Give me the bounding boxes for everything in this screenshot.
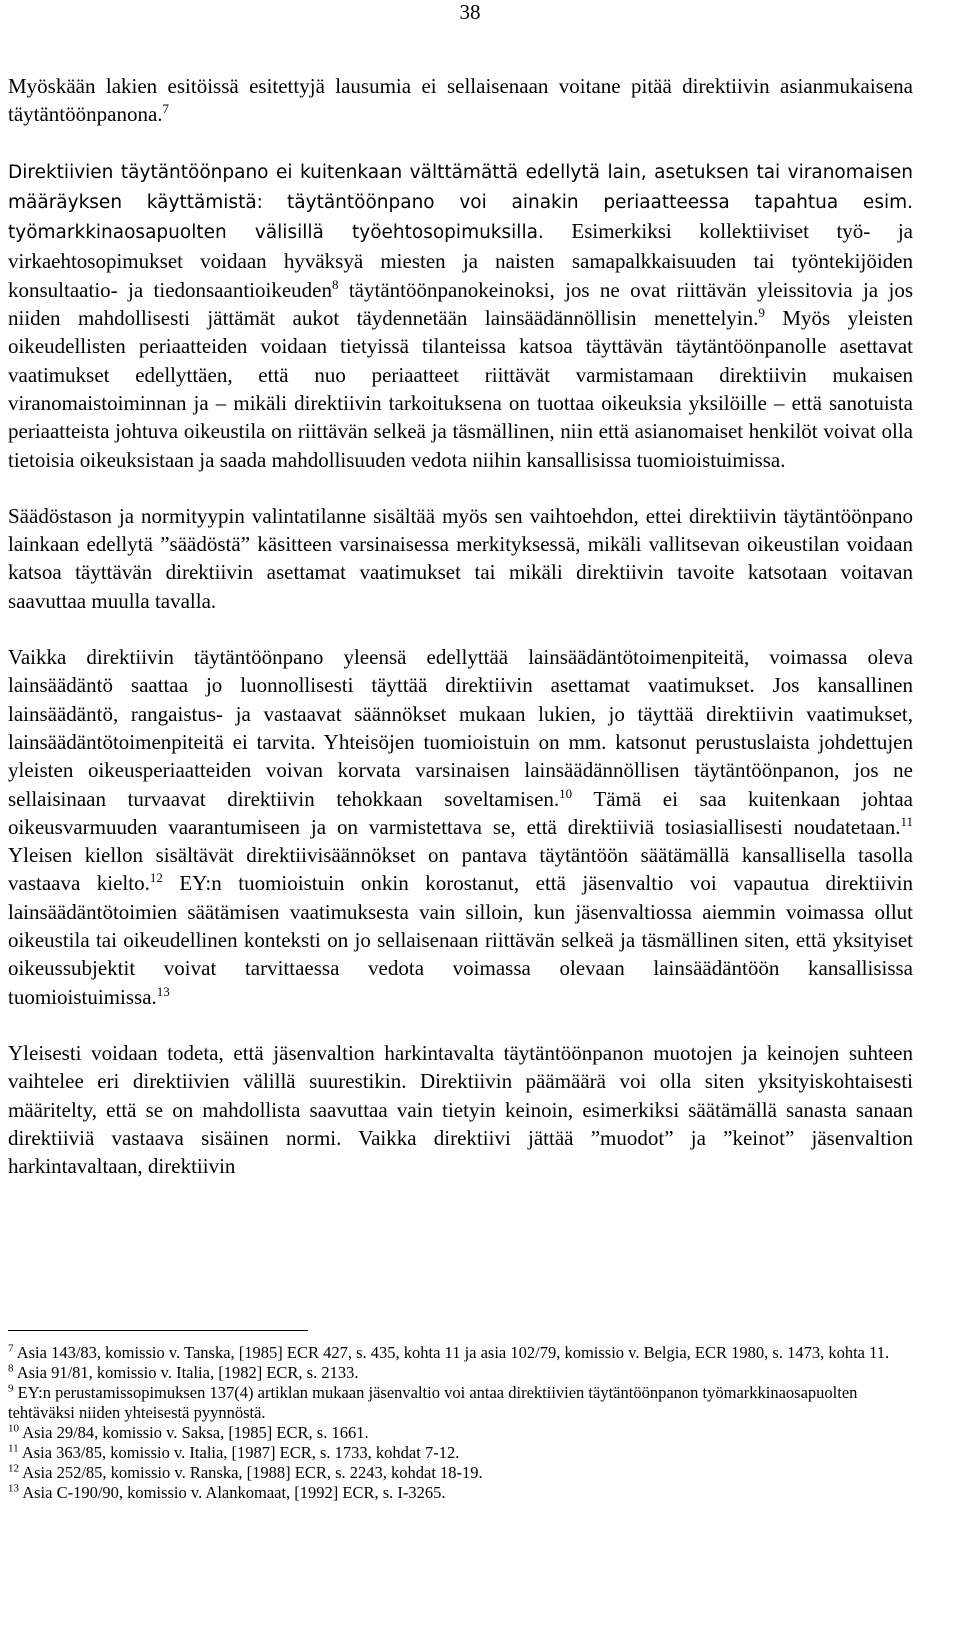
footnote-text: Asia 363/85, komissio v. Italia, [1987] ECR, s. 1733, kohdat 7-12. [21, 1443, 460, 1462]
footnote-12 [8, 1463, 913, 1483]
paragraph-3-text: Säädöstason ja normityypin valintatilanne sisältää myös sen vaihtoehdon, ettei direktiivin täytäntöönpano lainkaan edellytä ”säädöstä” käsitteen varsinaisessa merkityksessä, mikäli vallitsevan oikeustilan voidaan katsoa täyttävän direktiivin asettamat vaatimukset tai mikäli direktiivin tavoite katsotaan voitavan saavuttaa muulla tavalla. [8, 503, 913, 613]
footnote-7 [8, 1343, 913, 1363]
paragraph-1-text: Myöskään lakien esitöissä esitettyjä lausumia ei sellaisenaan voitane pitää direktiivin asianmukaisena täytäntöönpanona. [8, 74, 913, 127]
page-number: 38 [459, 0, 481, 24]
paragraph-4 [8, 643, 913, 1011]
paragraph-2-text-d: täytäntöönpanokeinoksi, jos ne ovat riittävän yleissitovia ja jos niiden mahdollisesti jättämät aukot täydennetään lainsäädännöllisin menettelyin. [8, 277, 913, 331]
footnote-ref-10: 10 [559, 785, 573, 801]
footnote-text: Asia 252/85, komissio v. Ranska, [1988] ECR, s. 2243, kohdat 18-19. [22, 1463, 483, 1482]
footnotes [8, 1343, 913, 1503]
footnote-8 [8, 1363, 913, 1383]
footnote-11 [8, 1443, 913, 1463]
footnote-ref-13: 13 [156, 983, 170, 999]
footnote-ref-9: 9 [758, 305, 765, 321]
footnote-number: 10 [8, 1422, 19, 1435]
paragraph-2 [8, 157, 913, 474]
paragraph-1 [8, 72, 913, 129]
paragraph-5 [8, 1039, 913, 1180]
footnote-number: 13 [8, 1482, 19, 1495]
footnote-13 [8, 1483, 913, 1503]
paragraph-4-text-b: Tämä ei saa kuitenkaan johtaa oikeusvarmuuden vaarantumiseen ja on varmistettava se, että direktiiviä tosiasiallisesti noudatetaan. [8, 786, 913, 839]
paragraph-4-text-a: Vaikka direktiivin täytäntöönpano yleensä edellyttää lainsäädäntötoimenpiteitä, voimassa oleva lainsäädäntö saattaa jo luonnollisesti täyttää direktiivin asettamat vaatimukset. Jos kansallinen lainsäädäntö, rangaistus- ja vastaavat säännökset mukaan lukien, jo täyttää direktiivin vaatimukset, lainsäädäntötoimenpiteitä ei tarvita. Yhteisöjen tuomioistuin on mm. katsonut perustuslaista johdettujen yleisten oikeusperiaatteiden voivan korvata varsinaisen lainsäädännöllisen täytäntöönpanon, jos ne sellaisinaan turvaavat direktiivin tehokkaan soveltamisen. [8, 645, 913, 811]
footnote-ref-8: 8 [331, 276, 339, 292]
footnote-ref-11: 11 [900, 813, 913, 829]
footnote-ref-12: 12 [149, 870, 163, 886]
footnote-9 [8, 1383, 913, 1423]
footnote-number: 7 [8, 1342, 14, 1355]
footnote-text: Asia 29/84, komissio v. Saksa, [1985] ECR, s. 1661. [22, 1423, 369, 1442]
footnote-text: Asia C-190/90, komissio v. Alankomaat, [1992] ECR, s. I-3265. [22, 1483, 446, 1502]
paragraph-2-text-a: Direktiivien täytäntöönpano ei kuitenkaan välttämättä edellytä lain, asetuksen tai viranomaisen määräyksen käyttämistä: [8, 161, 913, 213]
paragraph-4-text-d: EY:n tuomioistuin onkin korostanut, että jäsenvaltio voi vapautua direktiivin lainsäädäntötoimien säätämisen vaatimuksesta vain silloin, kun jäsenvaltiossa aiemmin voimassa ollut oikeustila tai oikeudellinen konteksti on jo sellaisenaan riittävän selkeä ja täsmällinen siten, että yksityiset oikeussubjektit voivat tarvittaessa vedota voimassa olevaan lainsäädäntöön kansallisissa tuomioistuimissa. [8, 871, 913, 1009]
body-text [8, 72, 913, 1180]
paragraph-4-text-c: Yleisen kiellon sisältävät direktiivisäännökset on pantava täytäntöön säätämällä kansallisella tasolla vastaava kielto. [8, 843, 913, 896]
paragraph-2-text-e: Myös yleisten oikeudellisten periaatteiden voidaan tietyissä tilanteissa katsoa täyttävän täytäntöönpanolle asettavat vaatimukset edellyttäen, että nuo periaatteet riittävät varmistamaan direktiivin mukaisen viranomaistoiminnan ja – mikäli direktiivin tarkoituksena on tuottaa oikeuksia yksilöille – että sanotuista periaatteista johtuva oikeustila on riittävän selkeä ja täsmällinen, niin että asianomaiset henkilöt voivat olla tietoisia oikeuksistaan ja saada mahdollisuuden vedota niihin kansallisissa tuomioistuimissa. [8, 306, 913, 472]
footnote-text: Asia 143/83, komissio v. Tanska, [1985] ECR 427, s. 435, kohta 11 ja asia 102/79, komissio v. Belgia, ECR 1980, s. 1473, kohta 11. [16, 1343, 890, 1362]
footnote-number: 11 [8, 1442, 19, 1455]
footnote-10 [8, 1423, 913, 1443]
footnote-divider [8, 1330, 308, 1331]
footnote-number: 12 [8, 1462, 19, 1475]
footnote-ref-7: 7 [162, 101, 170, 117]
footnote-text: EY:n perustamissopimuksen 137(4) artiklan mukaan jäsenvaltio voi antaa direktiivien täytäntöönpanon työmarkkinaosapuolten tehtäväksi niiden yhteisestä pyynnöstä. [8, 1383, 858, 1422]
paragraph-3 [8, 502, 913, 615]
footnote-text: Asia 91/81, komissio v. Italia, [1982] ECR, s. 2133. [16, 1363, 359, 1382]
paragraph-5-text: Yleisesti voidaan todeta, että jäsenvaltion harkintavalta täytäntöönpanon muotojen ja keinojen suhteen vaihtelee eri direktiivien välillä suurestikin. Direktiivin päämäärä voi olla siten yksityiskohtaisesti määritelty, että se on mahdollista saavuttaa vain tietyin keinoin, esimerkiksi säätämällä sanasta sanaan direktiiviä vastaava sisäinen normi. Vaikka direktiivi jättää ”muodot” ja ”keinot” jäsenvaltion harkintavaltaan, direktiivin [8, 1040, 913, 1179]
paragraph-2-text-c: Esimerkiksi kollektiiviset työ- ja virkaehtosopimukset voidaan hyväksyä miesten ja naisten samapalkkaisuuden tai työntekijöiden konsultaatio- ja tiedonsaantioikeuden [8, 219, 914, 302]
footnote-number: 8 [8, 1362, 14, 1375]
footnote-number: 9 [8, 1382, 14, 1395]
paragraph-2-text-b: täytäntöönpano voi ainakin periaatteessa tapahtua esim. työmarkkinaosapuolten välisillä työehtosopimuksilla. [8, 191, 913, 244]
